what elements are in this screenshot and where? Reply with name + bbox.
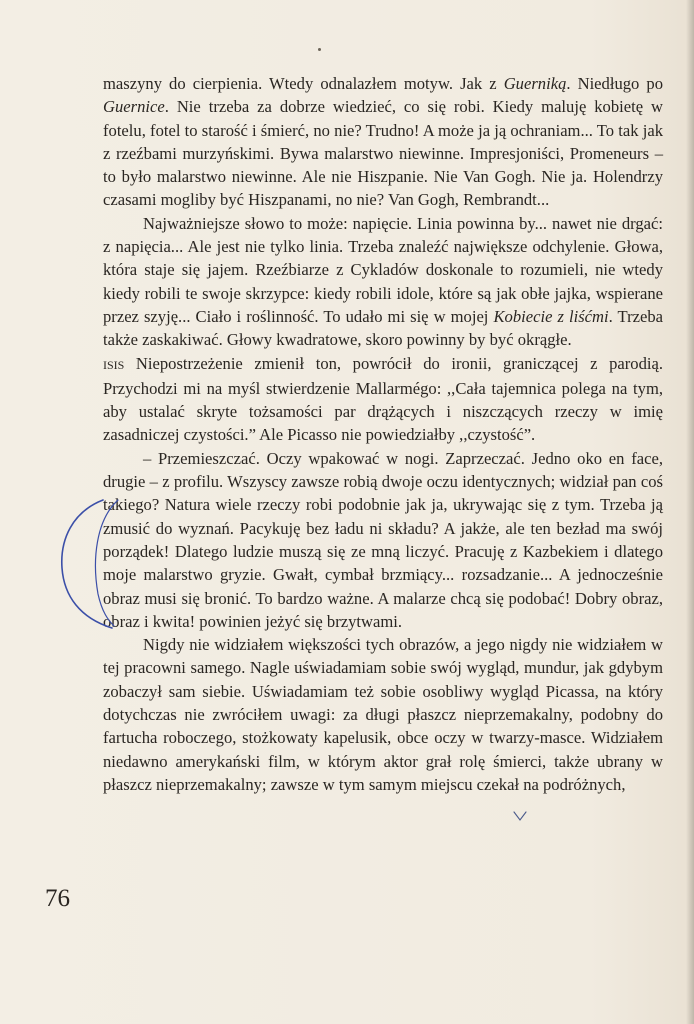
italic-title: Kobiecie z liśćmi — [493, 306, 609, 326]
text-run: . Nie trzeba za dobrze wiedzieć, co się robi. Kiedy maluję kobietę w fotelu, fotel to starość i śmierć, no nie? Trudno! A może ja ją ochraniam... To tak jak z rzeźbami murzyńskimi. Bywa malarstwo niewinne. Impresjoniści, Promeneurs – to było malarstwo niewinne. Ale nie Hiszpanie. Nie Van Gogh. Nie ja. Holendrzy czasami mogliby być Hiszpanami, no nie? Van Gogh, Rembrandt... — [103, 97, 663, 210]
margin-marker: ISIS — [103, 357, 125, 372]
text-run: Nigdy nie widziałem większości tych obrazów, a jego nigdy nie widziałem w tej pracowni samego. Nagle uświadamiam sobie swój wygląd, mundur, jak gdybym zobaczył sam siebie. Uświadamiam też sobie osobliwy wygląd Picassa, na który dotychczas nie zwróciłem uwagi: za długi płaszcz nieprzemakalny, podobny do fartucha roboczego, stożkowaty kapelusik, obce oczy w twarzy-masce. Widziałem niedawno amerykański film, w którym aktor grał rolę śmierci, także ubrany w płaszcz nieprzemakalny; zawsze w tym samym miejscu czekał na podróżnych, — [103, 635, 663, 794]
text-run: Niepostrzeżenie zmienił ton, powrócił do ironii, graniczącej z parodią. Przychodzi mi na myśl stwierdzenie Mallarmégo: ,,Cała tajemnica polega na tym, aby ustalać skryte tożsamości par drążących i niszczących rzeczy w imię zasadniczej czystości.” Ale Picasso nie powiedziałby ,,czystość”. — [103, 353, 663, 445]
text-run: . Trzeba także zaskakiwać. Głowy kwadratowe, skoro powinny by być okrągłe. — [103, 306, 664, 350]
paragraph — [103, 212, 663, 352]
text-run: – Przemieszczać. Oczy wpakować w nogi. Zaprzeczać. Jedno oko en face, drugie – z profilu. Wszyscy zawsze robią dwoje oczu identycznych; widział pan coś takiego? Natura wiele rzeczy robi podobnie jak ja, ukrywając się z tym. Trzeba ją zmusić do wyznań. Pacykuję bez ładu ni składu? A jakże, ale ten bezład ma swój porządek! Dlatego ludzie muszą się ze mną liczyć. Pracuję z Kazbekiem i dlatego moje malarstwo gryzie. Gwałt, cymbał brzmiący... rozsadzanie... A jednocześnie obraz musi się bronić. To bardzo ważne. A malarze chcą się podobać! Dobry obraz, obraz i kwita! powinien jeżyć się brzytwami. — [103, 448, 663, 631]
text-run: Najważniejsze słowo to może: napięcie. Linia powinna by... nawet nie drgać: z napięcia... Ale jest nie tylko linia. Trzeba znaleźć największe odchylenie. Głowa, która staje się jajem. Rzeźbiarze z Cykladów doskonale to rozumieli, nie wtedy kiedy robili te swoje skrzypce: kiedy robili idole, które są jak obłe jajka, wspierane przez szyję... Ciało i roślinność. To udało mi się w mojej — [103, 213, 663, 326]
paragraph — [103, 633, 663, 796]
page-edge-shadow — [686, 0, 694, 1024]
paragraph — [103, 447, 663, 633]
italic-title: Guerniką — [503, 74, 567, 93]
ink-dot — [318, 48, 321, 51]
italic-title: Guernice — [103, 97, 165, 117]
page-number: 76 — [45, 885, 70, 912]
paragraph — [103, 352, 663, 447]
body-text — [103, 72, 663, 796]
paragraph — [103, 72, 663, 212]
text-run: maszyny do cierpienia. Wtedy odnalazłem motyw. Jak z — [103, 74, 504, 93]
text-run: . Niedługo po — [566, 74, 663, 93]
